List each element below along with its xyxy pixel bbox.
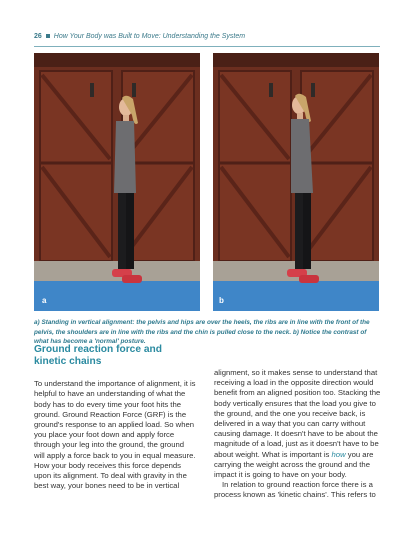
section-heading: Ground reaction force and kinetic chains — [34, 344, 162, 367]
photo-normal-posture — [213, 53, 379, 311]
text-column-right — [214, 368, 384, 501]
figure-caption: a) Standing in vertical alignment: the pelvis and hips are over the heels, the ribs are in line with the front of the pelvis, the shoulders are in line with the ribs and the chin is pulled close to the neck. b) Notice the contrast of what has become a 'normal' posture. — [34, 319, 370, 346]
body-paragraph: To understand the importance of alignment, it is helpful to have an understanding of what the body has to do every time your foot hits the ground. Ground Reaction Force (GRF) is the ground's response to an applied load. So when you place your foot down and apply force through your leg into the ground, the ground will apply a force back to you in equal measure. How your body receives this force depends upon its alignment. To deal with gravity in the best way, your bones need to be in vertical — [34, 379, 196, 491]
body-text: alignment, so it makes sense to understand that receiving a load in the opposite direction would benefit from an aligned position too. Stacking the body vertically ensures that the load you give to the ground, and the one you receive back, is delivered in a way that you can carry without causing damage. It doesn't have to be about the magnitude of a load, just as it doesn't have to be about weight. What is important is — [214, 368, 381, 459]
body-paragraph — [214, 368, 384, 480]
body-paragraph: In relation to ground reaction force there is a process known as 'kinetic chains'. This refers to — [214, 480, 376, 500]
emphasis-text: how — [331, 449, 346, 459]
bullet-square-icon — [46, 34, 50, 38]
body-text: you are carrying the weight across the ground and the impact it is going to have on your body. — [214, 449, 374, 480]
photo-vertical-alignment — [34, 53, 200, 311]
page-number: 26 — [34, 33, 42, 40]
text-column-left — [34, 344, 196, 491]
running-title: How Your Body was Built to Move: Understanding the System — [53, 33, 246, 40]
running-header — [34, 33, 380, 45]
photo-label-a: a — [42, 296, 47, 305]
photo-label-b: b — [219, 296, 224, 305]
header-rule — [34, 46, 380, 47]
